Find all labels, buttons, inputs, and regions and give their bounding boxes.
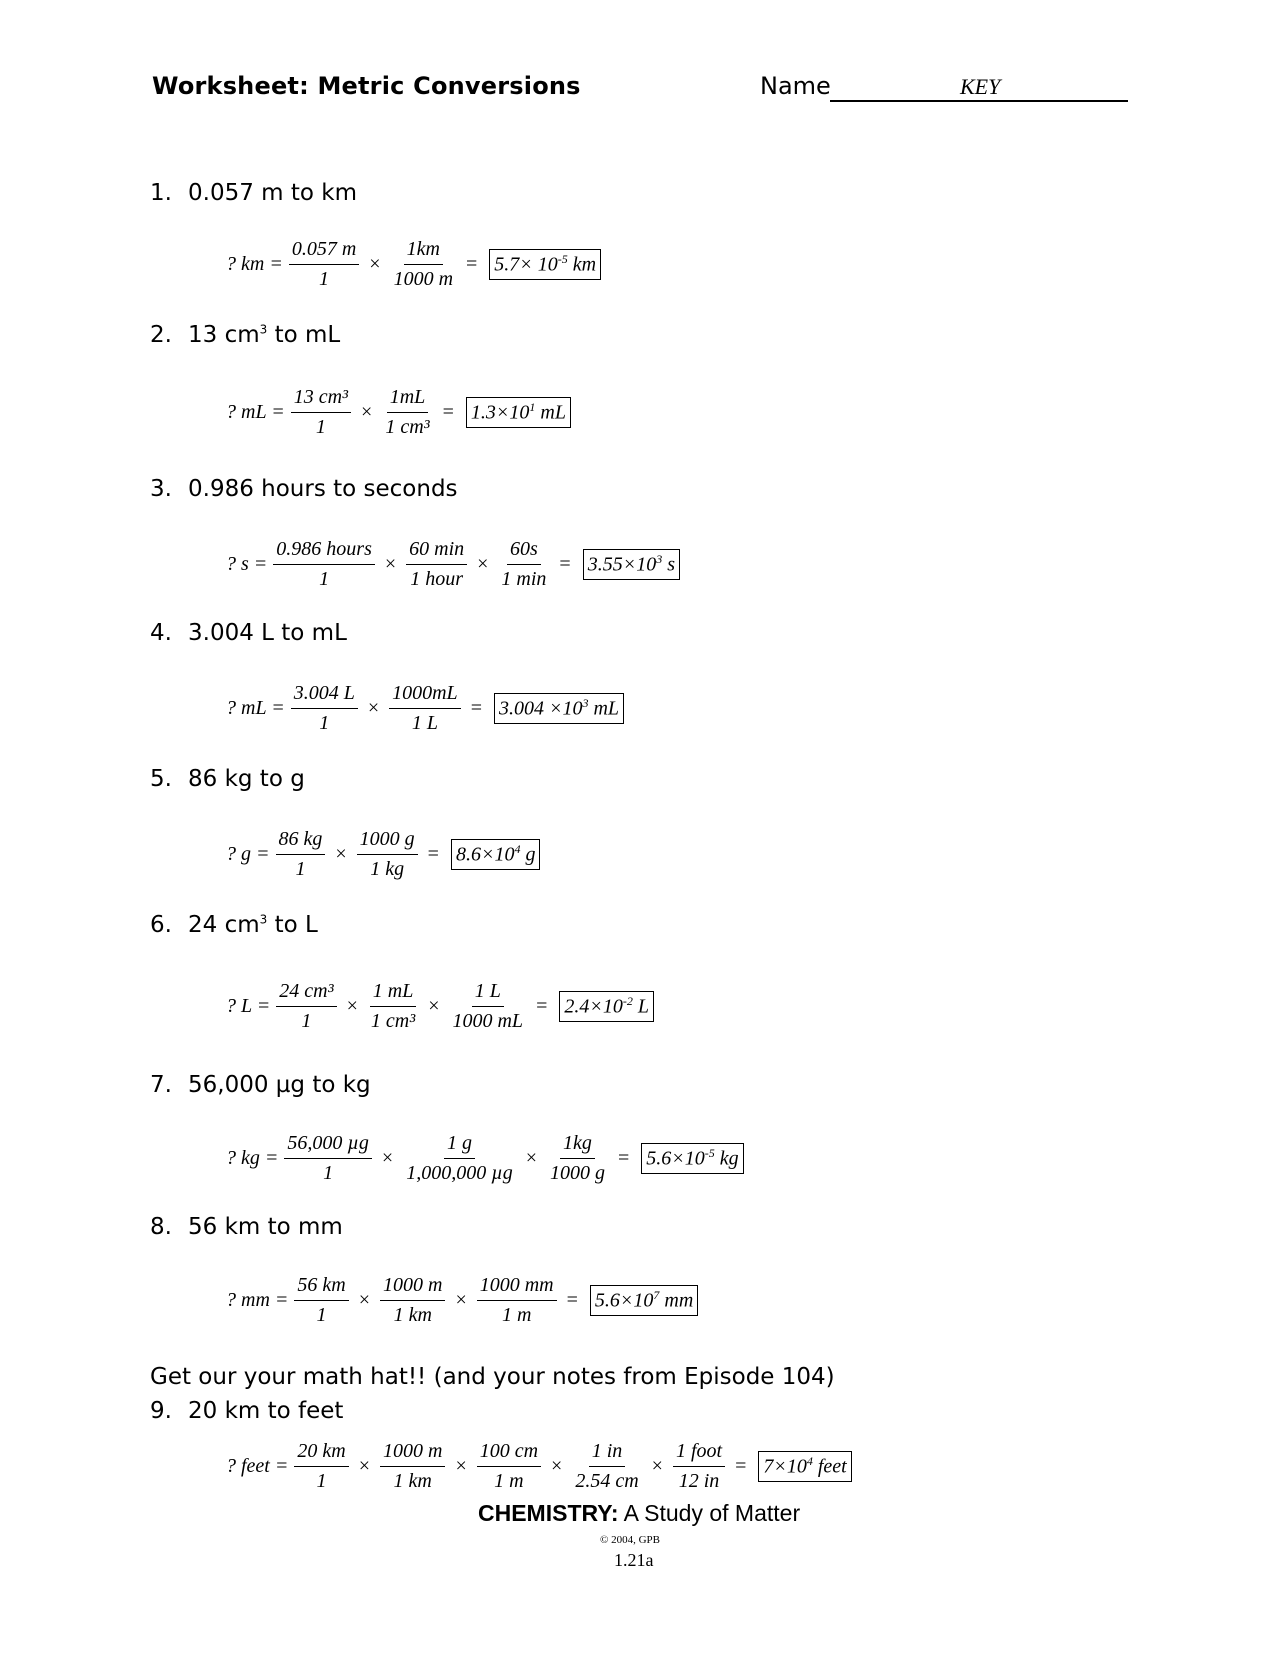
factor-denominator: 1 km [393, 1304, 432, 1326]
answer-mantissa: 8.6×10 [455, 843, 515, 866]
times-sign: × [455, 1289, 467, 1311]
times-sign: × [381, 1147, 394, 1169]
times-sign: × [477, 553, 489, 575]
times-sign: × [358, 1455, 370, 1477]
factor-numerator: 0.986 hours [273, 538, 375, 565]
factor-numerator: 60 min [406, 538, 467, 565]
answer-unit: km [567, 253, 597, 276]
factor-numerator: 1000 g [357, 828, 418, 855]
factor-denominator: 1 [315, 416, 326, 438]
factor-numerator: 56,000 µg [284, 1132, 372, 1159]
conversion-factor [276, 980, 336, 1033]
answer-box [559, 991, 654, 1022]
factor-denominator: 1 cm³ [385, 416, 430, 438]
name-underline [830, 100, 1128, 102]
times-sign: × [525, 1147, 537, 1169]
factor-numerator: 56 km [294, 1274, 348, 1301]
answer-unit: mL [588, 697, 620, 720]
answer-box [451, 839, 541, 870]
factor-numerator: 1 mL [370, 980, 417, 1007]
equation-4 [226, 682, 624, 735]
equation-2 [226, 386, 571, 439]
conversion-factor [406, 538, 467, 591]
factor-numerator: 24 cm³ [276, 980, 336, 1007]
equals-sign: = [566, 1289, 578, 1311]
equation-3 [226, 538, 680, 591]
factor-denominator: 1 [319, 268, 330, 290]
times-sign: × [361, 401, 373, 423]
answer-box [641, 1143, 743, 1174]
equation-5 [226, 828, 540, 881]
conversion-factor [449, 980, 526, 1033]
question-2: 2. 13 $cm^3$ to mL [150, 322, 341, 348]
equals-sign: = [735, 1455, 747, 1477]
times-sign: × [335, 843, 347, 865]
answer-box [494, 693, 624, 724]
question-6: 6. 24 $cm^3$ to L [150, 912, 318, 938]
factor-numerator: 86 kg [276, 828, 326, 855]
factor-numerator: 20 km [294, 1440, 348, 1467]
question-5: 5. 86 kg to g [150, 766, 305, 792]
equation-lhs: ? mL = [226, 401, 285, 423]
conversion-factor [276, 828, 326, 881]
factor-denominator: 1 cm³ [370, 1010, 416, 1032]
times-sign: × [369, 253, 381, 275]
equation-7 [226, 1132, 744, 1185]
factor-numerator: 1000 m [380, 1440, 445, 1467]
equation-lhs: ? kg = [226, 1147, 279, 1169]
answer-exponent: -5 [704, 1146, 715, 1161]
factor-denominator: 1 [301, 1010, 312, 1032]
factor-denominator: 2.54 cm [575, 1470, 639, 1492]
conversion-factor [289, 238, 359, 291]
name-label: Name [760, 72, 831, 100]
equals-sign: = [559, 553, 571, 575]
question-9: 9. 20 km to feet [150, 1398, 344, 1424]
factor-denominator: 1 min [501, 568, 547, 590]
equation-lhs: ? L = [226, 995, 271, 1017]
equals-sign: = [466, 253, 478, 275]
factor-numerator: 1000 mm [477, 1274, 557, 1301]
factor-denominator: 1000 mL [452, 1010, 524, 1032]
times-sign: × [367, 697, 380, 719]
conversion-factor [498, 538, 549, 591]
answer-mantissa: 5.6×10 [646, 1147, 705, 1170]
instruction-note: Get our your math hat!! (and your notes from Episode 104) [150, 1364, 835, 1390]
answer-exponent: 3 [656, 552, 663, 567]
question-4: 4. 3.004 L to mL [150, 620, 347, 646]
factor-denominator: 1 km [393, 1470, 432, 1492]
conversion-factor [477, 1274, 557, 1327]
factor-denominator: 1 hour [410, 568, 464, 590]
conversion-factor [294, 1274, 348, 1327]
equation-lhs: ? g = [226, 843, 270, 865]
answer-mantissa: 1.3×10 [470, 401, 530, 424]
conversion-factor [291, 386, 351, 439]
times-sign: × [428, 995, 440, 1017]
times-sign: × [455, 1455, 467, 1477]
equals-sign: = [442, 401, 454, 423]
factor-denominator: 1 [316, 1304, 327, 1326]
conversion-factor [368, 980, 418, 1033]
equation-8 [226, 1274, 698, 1327]
factor-numerator: 1mL [387, 386, 429, 413]
factor-denominator: 1 [323, 1162, 334, 1184]
name-value: KEY [960, 74, 1001, 99]
equation-lhs: ? mm = [226, 1289, 289, 1311]
factor-denominator: 1 [295, 858, 306, 880]
conversion-factor [284, 1132, 372, 1185]
answer-mantissa: 7×10 [763, 1455, 807, 1478]
conversion-factor [572, 1440, 641, 1493]
factor-numerator: 1 L [472, 980, 504, 1007]
factor-denominator: 1000 m [393, 268, 454, 290]
factor-denominator: 1 kg [370, 858, 405, 880]
equation-6 [226, 980, 654, 1033]
times-sign: × [651, 1455, 663, 1477]
factor-numerator: 100 cm [477, 1440, 541, 1467]
answer-unit: mL [535, 401, 566, 424]
conversion-factor [547, 1132, 608, 1185]
footer-page-number: 1.21a [614, 1550, 654, 1570]
question-8: 8. 56 km to mm [150, 1214, 343, 1240]
answer-mantissa: 5.6×10 [594, 1289, 654, 1312]
conversion-factor [291, 682, 358, 735]
answer-exponent: 4 [806, 1454, 813, 1469]
times-sign: × [384, 553, 397, 575]
answer-unit: mm [659, 1289, 694, 1312]
equation-lhs: ? mL = [226, 697, 285, 719]
answer-unit: feet [812, 1455, 847, 1478]
answer-box [590, 1285, 698, 1316]
answer-exponent: -5 [557, 252, 568, 267]
factor-denominator: 12 in [678, 1470, 720, 1492]
conversion-factor [382, 386, 432, 439]
factor-denominator: 1,000,000 µg [406, 1162, 513, 1184]
factor-denominator: 1 [319, 568, 330, 590]
equation-lhs: ? km = [226, 253, 283, 275]
conversion-factor [380, 1440, 445, 1493]
footer-copyright: © 2004, GPB [600, 1534, 661, 1546]
equation-lhs: ? feet = [226, 1455, 289, 1477]
footer-brand: CHEMISTRY: A Study of Matter [478, 1500, 801, 1526]
answer-mantissa: 3.55×10 [587, 553, 657, 576]
question-3: 3. 0.986 hours to seconds [150, 476, 458, 502]
equals-sign: = [427, 843, 439, 865]
answer-mantissa: 2.4×10 [564, 995, 623, 1018]
factor-denominator: 1 [319, 712, 330, 734]
conversion-factor [380, 1274, 445, 1327]
conversion-factor [273, 538, 375, 591]
answer-exponent: -2 [622, 994, 633, 1009]
answer-unit: L [632, 995, 649, 1018]
equals-sign: = [618, 1147, 630, 1169]
answer-unit: s [662, 553, 675, 576]
factor-denominator: 1 m [501, 1304, 532, 1326]
question-1: 1. 0.057 m to km [150, 180, 357, 206]
conversion-factor [391, 238, 456, 291]
question-7: 7. 56,000 µg to kg [150, 1072, 371, 1098]
factor-numerator: 1 g [444, 1132, 475, 1159]
answer-mantissa: 3.004 ×10 [498, 697, 583, 720]
equation-1 [226, 238, 601, 291]
equation-lhs: ? s = [226, 553, 268, 575]
equation-9 [226, 1440, 852, 1493]
factor-denominator: 1 [316, 1470, 327, 1492]
answer-exponent: 4 [514, 842, 521, 857]
factor-numerator: 1000 m [380, 1274, 445, 1301]
factor-denominator: 1 m [494, 1470, 524, 1492]
equals-sign: = [536, 995, 548, 1017]
answer-box [489, 249, 601, 280]
answer-unit: g [520, 843, 536, 866]
factor-numerator: 1000mL [389, 682, 461, 709]
factor-numerator: 1 foot [673, 1440, 725, 1467]
answer-box [758, 1451, 851, 1482]
answer-box [466, 397, 571, 428]
factor-numerator: 1kg [560, 1132, 595, 1159]
factor-numerator: 13 cm³ [291, 386, 351, 413]
worksheet-title: Worksheet: Metric Conversions [152, 72, 581, 100]
conversion-factor [389, 682, 461, 735]
equals-sign: = [470, 697, 482, 719]
answer-exponent: 1 [529, 400, 536, 415]
conversion-factor [357, 828, 418, 881]
answer-box [583, 549, 680, 580]
times-sign: × [551, 1455, 563, 1477]
conversion-factor [477, 1440, 541, 1493]
factor-numerator: 60s [507, 538, 541, 565]
conversion-factor [294, 1440, 348, 1493]
factor-numerator: 0.057 m [289, 238, 359, 265]
answer-unit: kg [714, 1147, 739, 1170]
factor-numerator: 1 in [589, 1440, 626, 1467]
times-sign: × [346, 995, 358, 1017]
factor-denominator: 1 L [411, 712, 438, 734]
times-sign: × [358, 1289, 370, 1311]
answer-exponent: 7 [653, 1288, 660, 1303]
answer-mantissa: 5.7× 10 [494, 253, 558, 276]
factor-numerator: 3.004 L [291, 682, 358, 709]
factor-numerator: 1km [404, 238, 443, 265]
conversion-factor [673, 1440, 725, 1493]
answer-exponent: 3 [582, 696, 589, 711]
factor-denominator: 1000 g [550, 1162, 605, 1184]
conversion-factor [403, 1132, 516, 1185]
